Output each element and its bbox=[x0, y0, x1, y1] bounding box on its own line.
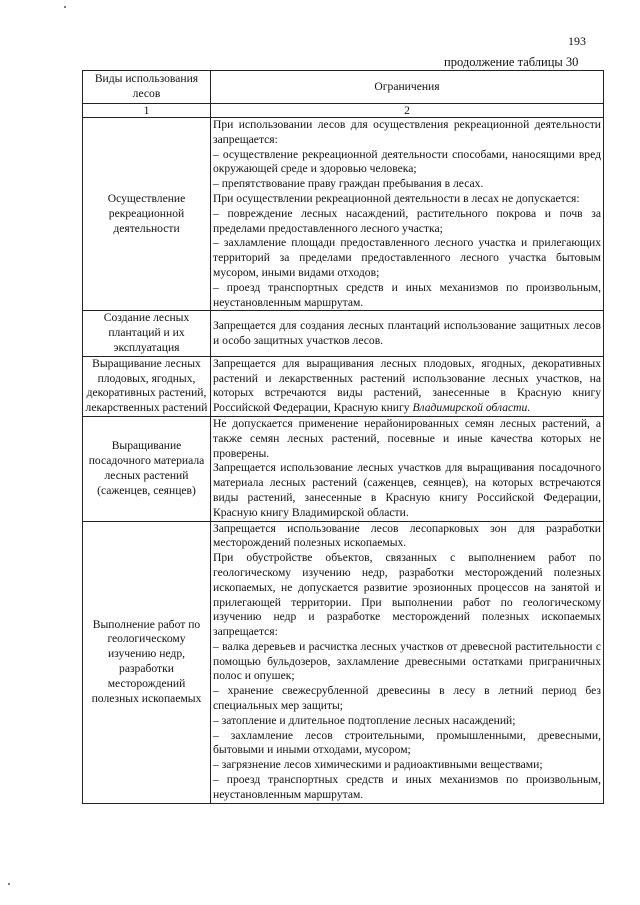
rule-line: – повреждение лесных насаждений, растительного покрова и почв за пределами предоставленного лесного участка; bbox=[213, 206, 601, 235]
row-rules-planting-material bbox=[211, 416, 604, 521]
column-number-row bbox=[83, 104, 604, 118]
table-row bbox=[83, 356, 604, 416]
restrictions-table bbox=[82, 70, 604, 804]
row-kind-plantations: Создание лесных плантаций и их эксплуатация bbox=[83, 311, 211, 356]
rule-line: – хранение свежесрубленной древесины в лесу в летний период без специальных мер защиты; bbox=[213, 684, 601, 713]
rule-line: При осуществлении рекреационной деятельности в лесах не допускается: bbox=[213, 191, 580, 205]
rule-line: – осуществление рекреационной деятельности способами, наносящими вред окружающей среде и здоровью человека; bbox=[213, 147, 601, 176]
rule-line: – проезд транспортных средств и иных механизмов по произвольным, неустановленным маршрутам. bbox=[213, 773, 601, 801]
table-continuation-caption: продолжение таблицы 30 bbox=[444, 55, 579, 69]
row-kind-recreation: Осуществление рекреационной деятельности bbox=[83, 118, 211, 311]
row-rules-recreation bbox=[211, 118, 604, 311]
scan-speck bbox=[8, 883, 10, 885]
row-kind-geology: Выполнение работ по геологическому изучению недр, разработки месторождений полезных ископаемых bbox=[83, 521, 211, 803]
row-rules-geology bbox=[211, 521, 604, 803]
rule-line: – захламление лесов строительными, промышленными, древесными, бытовыми и иными отходами, мусором; bbox=[213, 728, 601, 757]
scan-speck bbox=[64, 6, 66, 8]
row-rules-plantations bbox=[211, 311, 604, 356]
table-row bbox=[83, 311, 604, 356]
page-number: 193 bbox=[568, 34, 586, 48]
rule-line: – валка деревьев и расчистка лесных участков от древесной растительности с помощью бульдозеров, захламление древесными остатками приграничных полос и опушек; bbox=[213, 639, 601, 683]
header-forest-use-types: Виды использования лесов bbox=[83, 71, 211, 104]
rule-line: – проезд транспортных средств и иных механизмов по произвольным, неустановленным маршрутам. bbox=[213, 280, 601, 309]
rule-line: – препятствование праву граждан пребывания в лесах. bbox=[213, 177, 484, 191]
rule-line: Запрещается использование лесов лесопарковых зон для разработки месторождений полезных ископаемых. bbox=[213, 521, 601, 550]
row-kind-fruit-plants: Выращивание лесных плодовых, ягодных, декоративных растений, лекарственных растений bbox=[83, 356, 211, 416]
table-header-row bbox=[83, 71, 604, 104]
column-number-2: 2 bbox=[211, 104, 604, 118]
rule-line: – загрязнение лесов химическими и радиоактивными веществами; bbox=[213, 758, 543, 772]
table-row bbox=[83, 118, 604, 311]
rule-line: Запрещается для создания лесных плантаций использование защитных лесов и особо защитных участков лесов. bbox=[213, 318, 601, 347]
rule-text-italic: Владимирской области. bbox=[412, 401, 531, 415]
rule-line: Не допускается применение нерайонированных семян лесных растений, а также семян лесных растений, посевные и иные качества которых не проверены. bbox=[213, 416, 601, 460]
rule-line: Запрещается использование лесных участков для выращивания посадочного материала лесных растений (саженцев, сеянцев), на которых встречаются виды растений, занесенные в Красную книгу Российской Федерации, Красную книгу Владимирской области. bbox=[213, 461, 601, 519]
rule-line: – захламление площади предоставленного лесного участка и прилегающих территорий за пределами предоставленного лесного участка бытовым мусором, иными видами отходов; bbox=[213, 236, 601, 279]
rule-text: Запрещается для выращивания лесных плодовых, ягодных, декоративных растений и лекарственных растений использование лесных участков, на которых встречаются виды растений, занесенные в Красную книгу Российской Федерации, Красную книгу bbox=[213, 356, 601, 415]
table-row bbox=[83, 416, 604, 521]
row-rules-fruit-plants bbox=[211, 356, 604, 416]
column-number-1: 1 bbox=[83, 104, 211, 118]
rule-line: При использовании лесов для осуществления рекреационной деятельности запрещается: bbox=[213, 118, 601, 146]
table-row bbox=[83, 521, 604, 803]
row-kind-planting-material: Выращивание посадочного материала лесных растений (саженцев, сеянцев) bbox=[83, 416, 211, 521]
header-restrictions: Ограничения bbox=[211, 71, 604, 104]
rule-line: При обустройстве объектов, связанных с выполнением работ по геологическому изучению недр, разработки месторождений полезных ископаемых, не допускается развитие эрозионных процессов на занятой и прилегающей территории. При выполнении работ по геологическому изучению недр и разработке месторождений полезных ископаемых запрещается: bbox=[213, 551, 601, 639]
rule-line: – затопление и длительное подтопление лесных насаждений; bbox=[213, 713, 516, 727]
